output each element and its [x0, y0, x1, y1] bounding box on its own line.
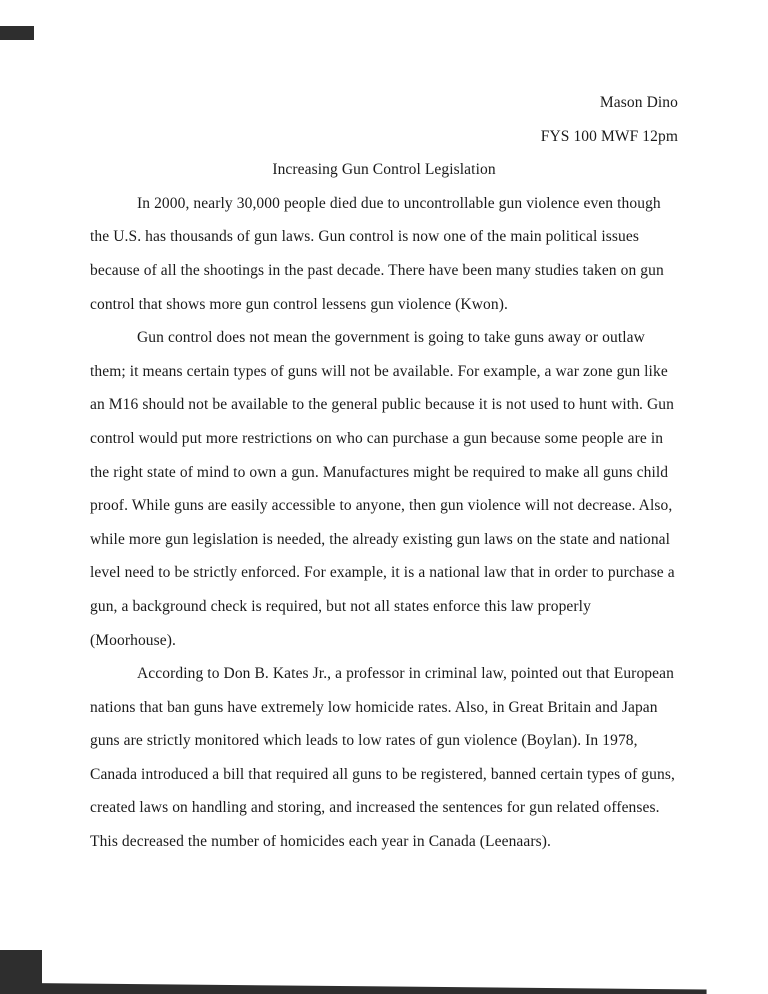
paragraph-3: According to Don B. Kates Jr., a professor in criminal law, pointed out that European nations that ban guns have extremely low homicide rates. Also, in Great Britain and Japan guns are strictly monitored which leads to low rates of gun violence (Boylan). In 1978, Canada introduced a bill that required all guns to be registered, banned certain types of guns, created laws on handling and storing, and increased the sentences for gun related offenses. This decreased the number of homicides each year in Canada (Leenaars).: [90, 665, 675, 851]
author-name: Mason Dino: [599, 94, 678, 111]
paragraph-2: Gun control does not mean the government is going to take guns away or outlaw them; it means certain types of guns will not be available. For example, a war zone gun like an M16 should not be available to the general public because it is not used to hunt with. Gun control would put more restrictions on who can purchase a gun because some people are in the right state of mind to own a gun. Manufactures might be required to make all guns child proof. While guns are easily accessible to anyone, then gun violence will not decrease. Also, while more gun legislation is needed, the already existing gun laws on the state and national level need to be strictly enforced. For example, it is a national law that in order to purchase a gun, a background check is required, but not all states enforce this law properly (Moorhouse).: [90, 329, 675, 649]
essay-body: [90, 187, 678, 859]
course-info: FYS 100 MWF 12pm: [540, 127, 678, 145]
paragraph-1: In 2000, nearly 30,000 people died due to uncontrollable gun violence even though the U.S. has thousands of gun laws. Gun control is now one of the main political issues because of all the shootings in the past decade. There have been many studies taken on gun control that shows more gun control lessens gun violence (Kwon).: [90, 194, 664, 313]
scan-artifact-bottom-left: [0, 950, 42, 988]
scan-artifact-top-left: [0, 26, 34, 40]
essay-title: Increasing Gun Control Legislation: [272, 161, 496, 179]
